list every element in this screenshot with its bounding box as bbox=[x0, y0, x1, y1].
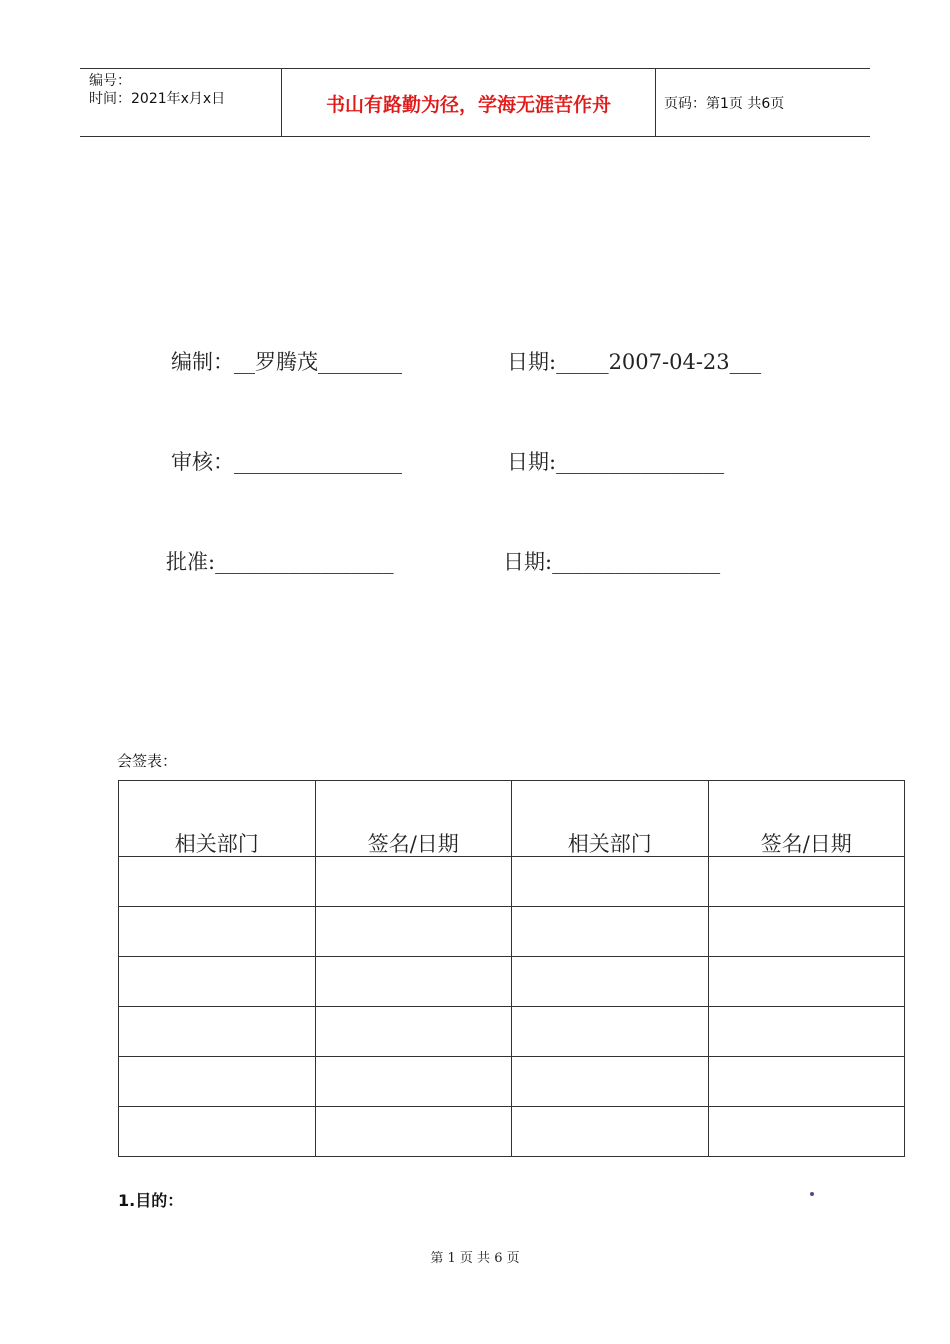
compiled-date: 日期:_____2007-04-23___ bbox=[507, 350, 762, 374]
table-cell[interactable] bbox=[708, 1057, 905, 1107]
section-heading-purpose: 1.目的： bbox=[118, 1191, 184, 1210]
table-cell[interactable] bbox=[119, 907, 316, 957]
table-cell[interactable] bbox=[119, 1107, 316, 1157]
reviewed-by: 审核：________________ bbox=[171, 450, 402, 474]
header-bottom-rule bbox=[80, 136, 870, 137]
header-cell-signature-date: 签名/日期 bbox=[708, 781, 905, 857]
table-cell[interactable] bbox=[512, 857, 709, 907]
table-cell[interactable] bbox=[512, 1057, 709, 1107]
table-cell[interactable] bbox=[315, 1057, 512, 1107]
approved-date: 日期:________________ bbox=[503, 550, 721, 574]
countersign-table bbox=[118, 780, 905, 1157]
table-cell[interactable] bbox=[708, 1107, 905, 1157]
table-row bbox=[119, 1057, 905, 1107]
table-row bbox=[119, 1007, 905, 1057]
table-cell[interactable] bbox=[315, 907, 512, 957]
reviewed-date: 日期:________________ bbox=[507, 450, 725, 474]
table-row bbox=[119, 1107, 905, 1157]
header-motto: 书山有路勤为径，学海无涯苦作舟 bbox=[325, 94, 611, 116]
table-cell[interactable] bbox=[512, 957, 709, 1007]
bullet-dot bbox=[810, 1192, 814, 1196]
table-cell[interactable] bbox=[708, 907, 905, 957]
table-cell[interactable] bbox=[315, 957, 512, 1007]
table-cell[interactable] bbox=[708, 1007, 905, 1057]
table-cell[interactable] bbox=[708, 857, 905, 907]
document-time: 时间：2021年x月x日 bbox=[89, 91, 226, 107]
countersign-title: 会签表： bbox=[117, 752, 178, 770]
header-divider bbox=[655, 68, 656, 136]
table-row bbox=[119, 857, 905, 907]
table-cell[interactable] bbox=[708, 957, 905, 1007]
table-cell[interactable] bbox=[119, 1007, 316, 1057]
header-page-info: 页码：第1页 共6页 bbox=[664, 96, 785, 112]
table-cell[interactable] bbox=[315, 1107, 512, 1157]
document-number-label: 编号： bbox=[89, 73, 131, 89]
table-row bbox=[119, 907, 905, 957]
header-cell-department: 相关部门 bbox=[512, 781, 709, 857]
header-cell-department: 相关部门 bbox=[119, 781, 316, 857]
header-cell-signature-date: 签名/日期 bbox=[315, 781, 512, 857]
table-cell[interactable] bbox=[512, 1007, 709, 1057]
approved-by: 批准:_________________ bbox=[166, 550, 394, 574]
table-cell[interactable] bbox=[315, 1007, 512, 1057]
table-cell[interactable] bbox=[512, 1107, 709, 1157]
table-row bbox=[119, 957, 905, 1007]
compiled-by: 编制：__罗腾茂________ bbox=[171, 350, 402, 374]
header-top-rule bbox=[80, 68, 870, 69]
table-cell[interactable] bbox=[512, 907, 709, 957]
page-footer: 第 1 页 共 6 页 bbox=[430, 1251, 520, 1266]
table-cell[interactable] bbox=[315, 857, 512, 907]
table-cell[interactable] bbox=[119, 1057, 316, 1107]
table-cell[interactable] bbox=[119, 957, 316, 1007]
table-cell[interactable] bbox=[119, 857, 316, 907]
table-header-row bbox=[119, 781, 905, 857]
